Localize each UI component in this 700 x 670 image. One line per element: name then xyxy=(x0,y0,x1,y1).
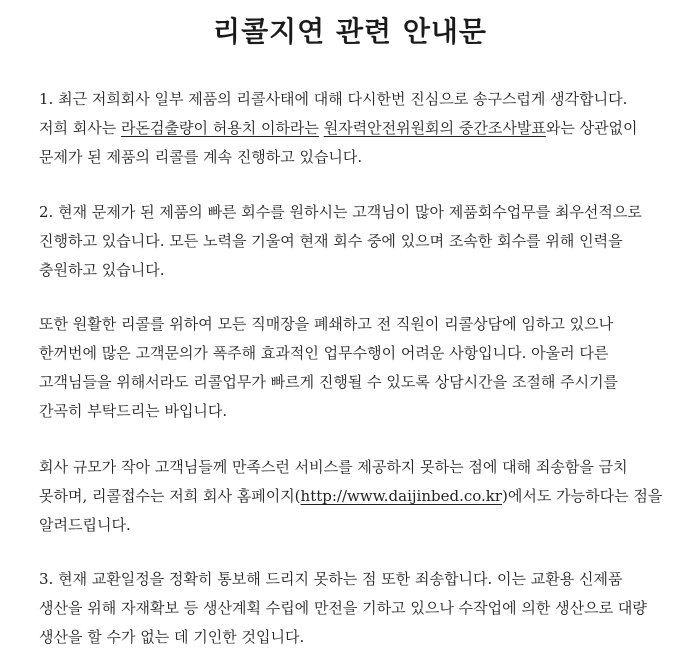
paragraph-3 xyxy=(39,310,679,426)
text-segment: 못하며, 리콜접수는 저희 회사 홈페이지( xyxy=(39,487,301,505)
paragraph-line: 생산을 할 수가 없는 데 기인한 것입니다. xyxy=(39,628,305,646)
page-title: 리콜지연 관련 안내문 xyxy=(213,15,487,48)
underlined-text: 라돈검출량이 허용치 이하라는 xyxy=(121,119,319,137)
underlined-text: 원자력안전위원회의 중간조사발표 xyxy=(323,119,546,137)
text-segment: 저희 회사는 xyxy=(39,119,121,137)
paragraph-line: 문제가 된 제품의 리콜를 계속 진행하고 있습니다. xyxy=(39,148,363,166)
paragraph-line xyxy=(39,482,679,511)
text-segment: )에서도 가능하다는 점을 xyxy=(502,487,663,505)
paragraph-4 xyxy=(39,453,679,540)
paragraph-1 xyxy=(39,85,679,172)
homepage-link[interactable]: http://www.daijinbed.co.kr xyxy=(300,487,503,505)
paragraph-line: 진행하고 있습니다. 모든 노력을 기울여 현재 회수 중에 있으며 조속한 회수를 위해 인력을 xyxy=(39,232,623,250)
paragraph-line: 3. 현재 교환일정을 정확히 통보해 드리지 못하는 점 또한 죄송합니다. 이는 교환용 신제품 xyxy=(39,570,623,588)
paragraph-line: 2. 현재 문제가 된 제품의 빠른 회수를 원하시는 고객님이 많아 제품회수업무를 최우선적으로 xyxy=(39,203,642,221)
paragraph-line: 한꺼번에 많은 고객문의가 폭주해 효과적인 업무수행이 어려운 사항입니다. 아울러 다른 xyxy=(39,344,609,362)
paragraph-line: 고객님들을 위해서라도 리콜업무가 빠르게 진행될 수 있도록 상담시간을 조절해 주시기를 xyxy=(39,373,619,391)
paragraph-line: 충원하고 있습니다. xyxy=(39,261,165,279)
paragraph-line: 1. 최근 저희회사 일부 제품의 리콜사태에 대해 다시한번 진심으로 송구스럽게 생각합니다. xyxy=(39,90,628,108)
paragraph-line: 알려드립니다. xyxy=(39,516,131,534)
paragraph-5 xyxy=(39,565,679,652)
text-segment: 와는 상관없이 xyxy=(545,119,638,137)
paragraph-line: 간곡히 부탁드리는 바입니다. xyxy=(39,402,228,420)
paragraph-line: 또한 원활한 리콜를 위하여 모든 직매장을 폐쇄하고 전 직원이 리콜상담에 임하고 있으나 xyxy=(39,315,614,333)
paragraph-line: 회사 규모가 작아 고객님들께 만족스런 서비스를 제공하지 못하는 점에 대해 죄송함을 금치 xyxy=(39,458,628,476)
paragraph-2 xyxy=(39,198,679,285)
paragraph-line xyxy=(39,114,679,143)
paragraph-line: 생산을 위해 자재확보 등 생산계획 수립에 만전을 기하고 있으나 수작업에 의한 생산으로 대량 xyxy=(39,599,647,617)
